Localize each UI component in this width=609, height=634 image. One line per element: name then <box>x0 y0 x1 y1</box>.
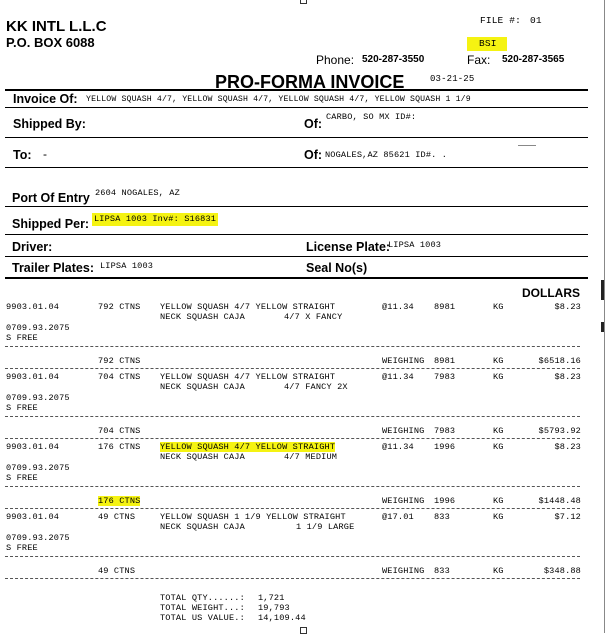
trailer-plates-value: LIPSA 1003 <box>100 261 154 271</box>
right-edge-marker <box>601 280 604 300</box>
subtotal-weight-unit: KG <box>493 426 504 436</box>
invoice-of-value: YELLOW SQUASH 4/7, YELLOW SQUASH 4/7, YELLOW SQUASH 4/7, YELLOW SQUASH 1 1/9 <box>86 95 471 104</box>
total-weight-label: TOTAL WEIGHT...: <box>160 603 245 613</box>
item-quantity: 792 CTNS <box>98 302 141 312</box>
port-of-entry-label: Port Of Entry <box>12 191 90 205</box>
item-unit-price: @11.34 <box>382 372 414 382</box>
driver-rule <box>5 256 588 257</box>
to-rule <box>5 167 588 168</box>
fax-label: Fax: <box>467 53 491 67</box>
right-edge-marker-2 <box>601 322 604 332</box>
subtotal-weight: 7983 <box>434 426 456 436</box>
item-unit-price: @11.34 <box>382 302 414 312</box>
subtotal-amount: $5793.92 <box>538 426 581 436</box>
item-weight: 833 <box>434 512 450 522</box>
item-duty-free: S FREE <box>6 403 38 413</box>
item-description: YELLOW SQUASH 4/7 YELLOW STRAIGHT <box>160 442 336 452</box>
subtotal-amount: $6518.16 <box>538 356 581 366</box>
header-rule <box>5 89 588 91</box>
subtotal-amount: $348.88 <box>543 566 581 576</box>
item-quantity: 704 CTNS <box>98 372 141 382</box>
fax-value: 520-287-3565 <box>502 54 565 65</box>
subtotal-weight-unit: KG <box>493 496 504 506</box>
item-description-line2: NECK SQUASH CAJA <box>160 522 245 532</box>
to-value: - <box>43 147 47 161</box>
item-weight-unit: KG <box>493 512 504 522</box>
total-value-value: 14,109.44 <box>258 613 306 623</box>
item-separator <box>5 578 580 579</box>
invoice-of-rule <box>5 107 588 108</box>
origin-of-value: CARBO, SO MX ID#: <box>326 112 417 122</box>
subtotal-label: WEIGHING <box>382 356 425 366</box>
section-rule <box>5 277 588 279</box>
item-separator <box>5 556 580 557</box>
item-description: YELLOW SQUASH 4/7 YELLOW STRAIGHT <box>160 372 336 382</box>
subtotal-quantity: 792 CTNS <box>98 356 141 366</box>
trailer-plates-label: Trailer Plates: <box>12 261 94 275</box>
destination-of-value: NOGALES,AZ 85621 ID#. . <box>325 150 448 160</box>
subtotal-label: WEIGHING <box>382 426 425 436</box>
port-of-entry-rule <box>5 206 588 207</box>
subtotal-label: WEIGHING <box>382 566 425 576</box>
company-address: P.O. BOX 6088 <box>6 35 95 50</box>
origin-of-label: Of: <box>304 117 323 131</box>
item-weight: 1996 <box>434 442 456 452</box>
shipped-per-value: LIPSA 1003 Inv#: S16831 <box>94 214 217 224</box>
item-duty-free: S FREE <box>6 473 38 483</box>
item-duty-free: S FREE <box>6 543 38 553</box>
total-qty-label: TOTAL QTY......: <box>160 593 245 603</box>
subtotal-weight: 8981 <box>434 356 456 366</box>
subtotal-quantity: 176 CTNS <box>98 496 141 506</box>
item-separator <box>5 486 580 487</box>
item-hts-code: 0709.93.2075 <box>6 463 70 473</box>
document-title: PRO-FORMA INVOICE <box>215 72 405 92</box>
total-weight-value: 19,793 <box>258 603 290 613</box>
item-weight: 8981 <box>434 302 456 312</box>
item-hts-code: 0709.93.2075 <box>6 323 70 333</box>
item-weight-unit: KG <box>493 372 504 382</box>
item-weight-unit: KG <box>493 302 504 312</box>
subtotal-weight-unit: KG <box>493 566 504 576</box>
invoice-of-label: Invoice Of: <box>13 92 78 106</box>
subtotal-quantity: 704 CTNS <box>98 426 141 436</box>
item-unit-price: @17.01 <box>382 512 414 522</box>
total-qty-value: 1,721 <box>258 593 285 603</box>
shipped-per-label: Shipped Per: <box>12 217 90 231</box>
item-quantity: 176 CTNS <box>98 442 141 452</box>
item-description: YELLOW SQUASH 1 1/9 YELLOW STRAIGHT <box>160 512 346 522</box>
phone-value: 520-287-3550 <box>362 54 425 65</box>
item-unit-price: @11.34 <box>382 442 414 452</box>
seal-no-label: Seal No(s) <box>306 261 368 275</box>
driver-label: Driver: <box>12 240 53 254</box>
redaction-mark-1 <box>518 145 536 146</box>
item-weight: 7983 <box>434 372 456 382</box>
item-description-line2: NECK SQUASH CAJA <box>160 452 245 462</box>
item-description: YELLOW SQUASH 4/7 YELLOW STRAIGHT <box>160 302 336 312</box>
file-number-label: FILE #: <box>480 15 521 26</box>
subtotal-weight-unit: KG <box>493 356 504 366</box>
shipped-per-rule <box>5 234 588 235</box>
top-resize-handle[interactable] <box>300 0 307 4</box>
file-number-value: 01 <box>530 15 542 26</box>
item-tariff-code: 9903.01.04 <box>6 512 60 522</box>
dollars-heading: DOLLARS <box>522 286 580 300</box>
destination-of-label: Of: <box>304 148 323 162</box>
item-tariff-code: 9903.01.04 <box>6 302 60 312</box>
item-description-line2: NECK SQUASH CAJA <box>160 312 245 322</box>
item-quantity: 49 CTNS <box>98 512 136 522</box>
subtotal-quantity: 49 CTNS <box>98 566 136 576</box>
invoice-date: 03-21-25 <box>430 74 475 84</box>
company-name: KK INTL L.L.C <box>6 18 107 35</box>
total-value-label: TOTAL US VALUE.: <box>160 613 245 623</box>
item-hts-code: 0709.93.2075 <box>6 393 70 403</box>
item-separator <box>5 508 580 509</box>
item-separator <box>5 416 580 417</box>
to-label: To: <box>13 148 32 162</box>
item-weight-unit: KG <box>493 442 504 452</box>
bsi-code: BSI <box>467 37 507 51</box>
item-duty-free: S FREE <box>6 333 38 343</box>
item-tariff-code: 9903.01.04 <box>6 442 60 452</box>
item-grade: 4/7 FANCY 2X <box>284 382 348 392</box>
license-plate-label: License Plate: <box>306 240 391 254</box>
item-grade: 4/7 X FANCY <box>284 312 343 322</box>
item-amount: $7.12 <box>554 512 581 522</box>
item-tariff-code: 9903.01.04 <box>6 372 60 382</box>
phone-label: Phone: <box>316 53 355 67</box>
port-of-entry-value: 2604 NOGALES, AZ <box>95 188 180 198</box>
right-edge-border <box>604 0 605 633</box>
item-separator <box>5 438 580 439</box>
item-separator <box>5 346 580 347</box>
item-amount: $8.23 <box>554 442 581 452</box>
subtotal-weight: 833 <box>434 566 450 576</box>
subtotal-weight: 1996 <box>434 496 456 506</box>
item-separator <box>5 368 580 369</box>
item-grade: 1 1/9 LARGE <box>296 522 355 532</box>
item-hts-code: 0709.93.2075 <box>6 533 70 543</box>
item-grade: 4/7 MEDIUM <box>284 452 338 462</box>
license-plate-value: LIPSA 1003 <box>388 240 442 250</box>
shipped-by-label: Shipped By: <box>13 117 86 131</box>
item-amount: $8.23 <box>554 372 581 382</box>
subtotal-label: WEIGHING <box>382 496 425 506</box>
shipped-by-rule <box>5 137 588 138</box>
item-amount: $8.23 <box>554 302 581 312</box>
item-description-line2: NECK SQUASH CAJA <box>160 382 245 392</box>
subtotal-amount: $1448.48 <box>538 496 581 506</box>
